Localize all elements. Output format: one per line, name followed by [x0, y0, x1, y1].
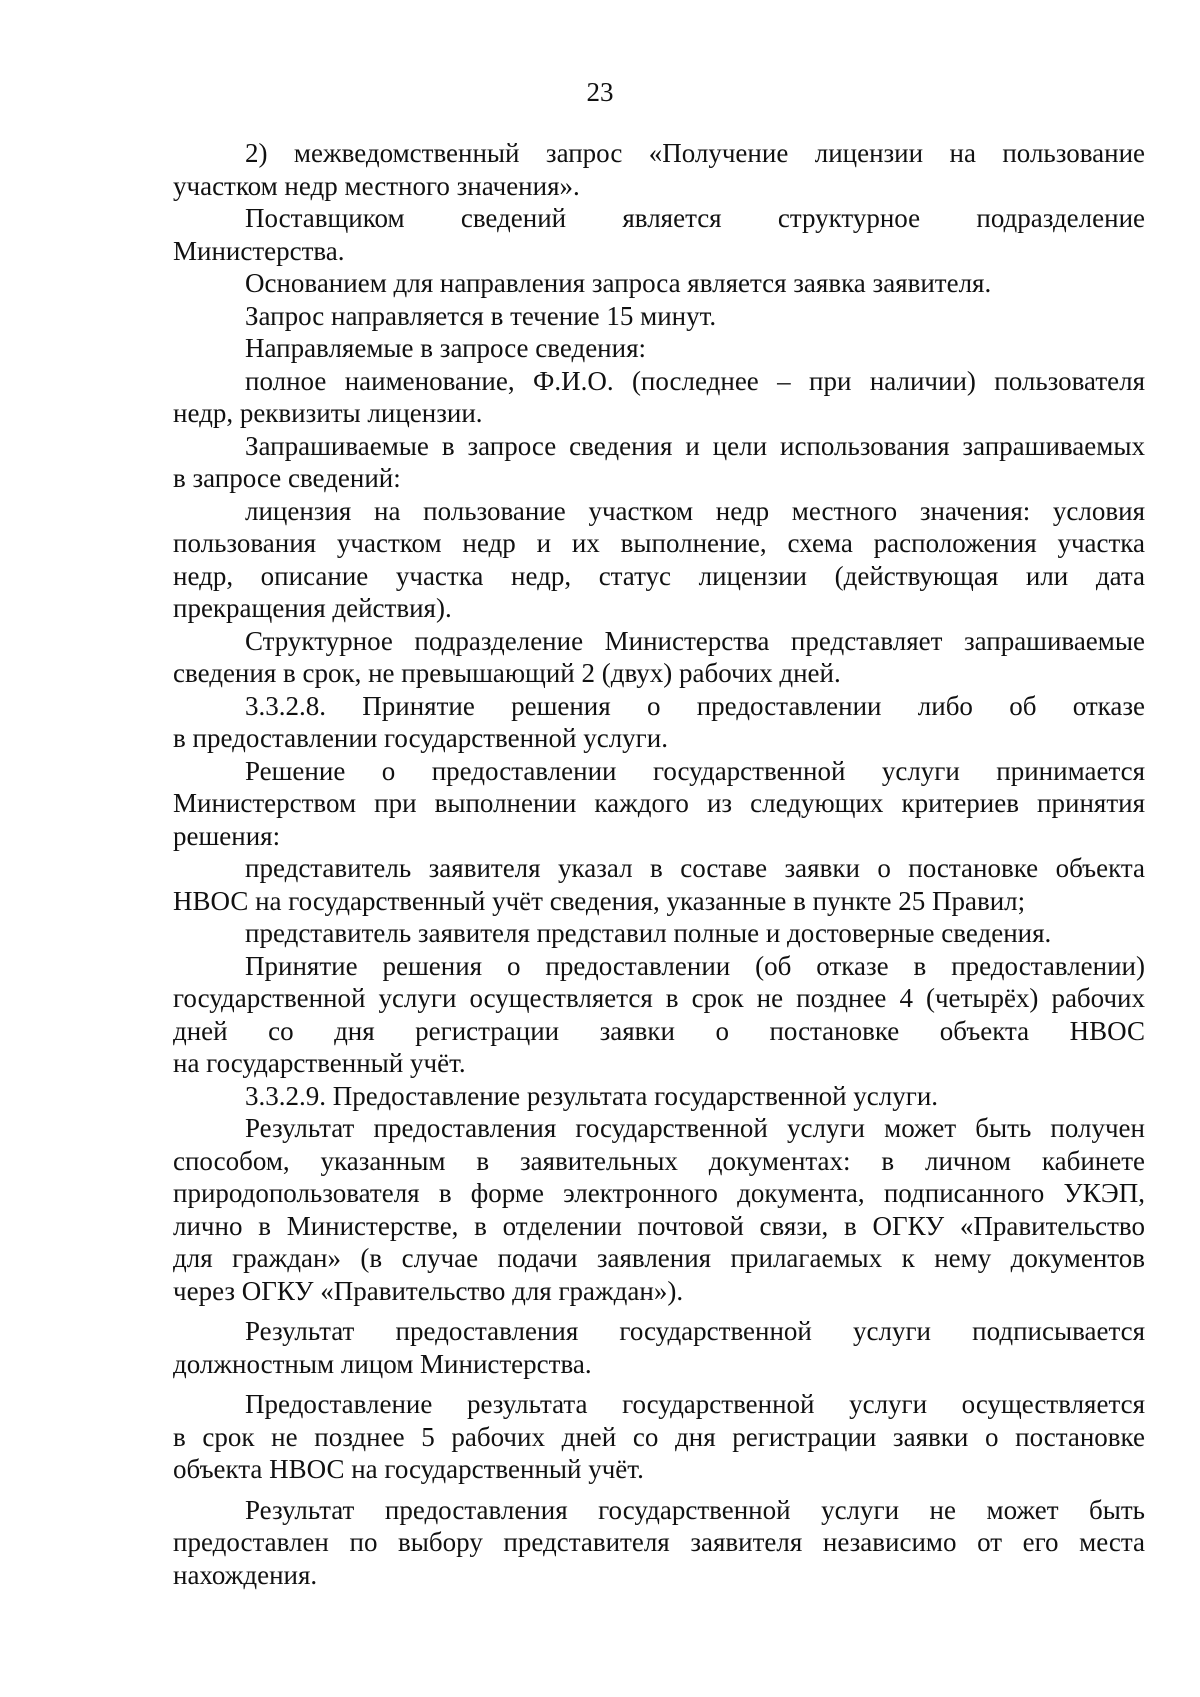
text-line: способом, указанным в заявительных документах: в личном кабинете [173, 1145, 1145, 1176]
text-line: государственной услуги осуществляется в срок не позднее 4 (четырёх) рабочих [173, 983, 1145, 1013]
paragraph [173, 690, 1145, 755]
paragraph [173, 917, 1145, 950]
text-line: Результат предоставления государственной услуги может быть получен [245, 1113, 1145, 1143]
paragraph [173, 430, 1145, 495]
text-line: Результат предоставления государственной услуги подписывается [245, 1316, 1145, 1346]
text-line: Направляемые в запросе сведения: [245, 333, 646, 363]
paragraph [173, 202, 1145, 267]
paragraph [173, 1112, 1145, 1307]
paragraph [173, 1315, 1145, 1380]
text-line: Предоставление результата государственной услуги осуществляется [245, 1389, 1145, 1419]
text-line: участком недр местного значения». [173, 170, 580, 201]
text-line: Поставщиком сведений является структурное подразделение [245, 203, 1145, 233]
text-line: недр, реквизиты лицензии. [173, 398, 483, 428]
document-body [173, 137, 1145, 1591]
text-line: предоставлен по выбору представителя заявителя независимо от его места [173, 1527, 1145, 1557]
text-line: лицензия на пользование участком недр местного значения: условия [245, 495, 1145, 526]
text-line: недр, описание участка недр, статус лицензии (действующая или дата [173, 560, 1145, 591]
paragraph [173, 625, 1145, 690]
text-line: сведения в срок, не превышающий 2 (двух) рабочих дней. [173, 658, 841, 688]
paragraph [173, 950, 1145, 1080]
paragraph [173, 1388, 1145, 1486]
paragraph [173, 137, 1145, 202]
text-line: Запрашиваемые в запросе сведения и цели использования запрашиваемых [245, 430, 1145, 461]
paragraph [173, 852, 1145, 917]
text-line: для граждан» (в случае подачи заявления прилагаемых к нему документов [173, 1243, 1145, 1273]
text-line: 3.3.2.9. Предоставление результата государственной услуги. [245, 1080, 939, 1111]
text-line: 3.3.2.8. Принятие решения о предоставлении либо об отказе [245, 690, 1145, 721]
paragraph [173, 365, 1145, 430]
paragraph [173, 332, 1145, 365]
paragraph [173, 1494, 1145, 1592]
paragraph [173, 1080, 1145, 1113]
text-line: Результат предоставления государственной услуги не может быть [245, 1494, 1145, 1525]
text-line: Решение о предоставлении государственной услуги принимается [245, 755, 1145, 786]
paragraph [173, 300, 1145, 333]
text-line: должностным лицом Министерства. [173, 1348, 592, 1379]
text-line: пользования участком недр и их выполнение, схема расположения участка [173, 528, 1145, 558]
text-line: на государственный учёт. [173, 1048, 466, 1078]
text-line: объекта НВОС на государственный учёт. [173, 1454, 644, 1484]
text-line: представитель заявителя указал в составе заявки о постановке объекта [245, 853, 1145, 883]
text-line: решения: [173, 820, 281, 851]
text-line: дней со дня регистрации заявки о постановке объекта НВОС [173, 1015, 1145, 1046]
paragraph [173, 495, 1145, 625]
text-line: Запрос направляется в течение 15 минут. [245, 300, 717, 331]
text-line: Основанием для направления запроса является заявка заявителя. [245, 268, 992, 298]
text-line: полное наименование, Ф.И.О. (последнее – при наличии) пользователя [245, 365, 1145, 396]
text-line: Министерства. [173, 235, 345, 266]
text-line: НВОС на государственный учёт сведения, указанные в пункте 25 Правил; [173, 885, 1026, 916]
text-line: 2) межведомственный запрос «Получение лицензии на пользование [245, 138, 1145, 168]
page-number: 23 [586, 77, 614, 107]
text-line: лично в Министерстве, в отделении почтовой связи, в ОГКУ «Правительство [173, 1210, 1145, 1241]
text-line: природопользователя в форме электронного документа, подписанного УКЭП, [173, 1178, 1145, 1208]
paragraph [173, 755, 1145, 853]
text-line: через ОГКУ «Правительство для граждан»). [173, 1275, 684, 1306]
text-line: нахождения. [173, 1559, 318, 1590]
text-line: Принятие решения о предоставлении (об отказе в предоставлении) [245, 950, 1145, 981]
text-line: Министерством при выполнении каждого из следующих критериев принятия [173, 788, 1145, 818]
text-line: прекращения действия). [173, 593, 452, 623]
paragraph [173, 267, 1145, 300]
text-line: Структурное подразделение Министерства представляет запрашиваемые [245, 625, 1145, 656]
text-line: в запросе сведений: [173, 463, 401, 493]
text-line: в предоставлении государственной услуги. [173, 723, 668, 753]
text-line: в срок не позднее 5 рабочих дней со дня регистрации заявки о постановке [173, 1421, 1145, 1452]
text-line: представитель заявителя представил полные и достоверные сведения. [245, 918, 1052, 948]
